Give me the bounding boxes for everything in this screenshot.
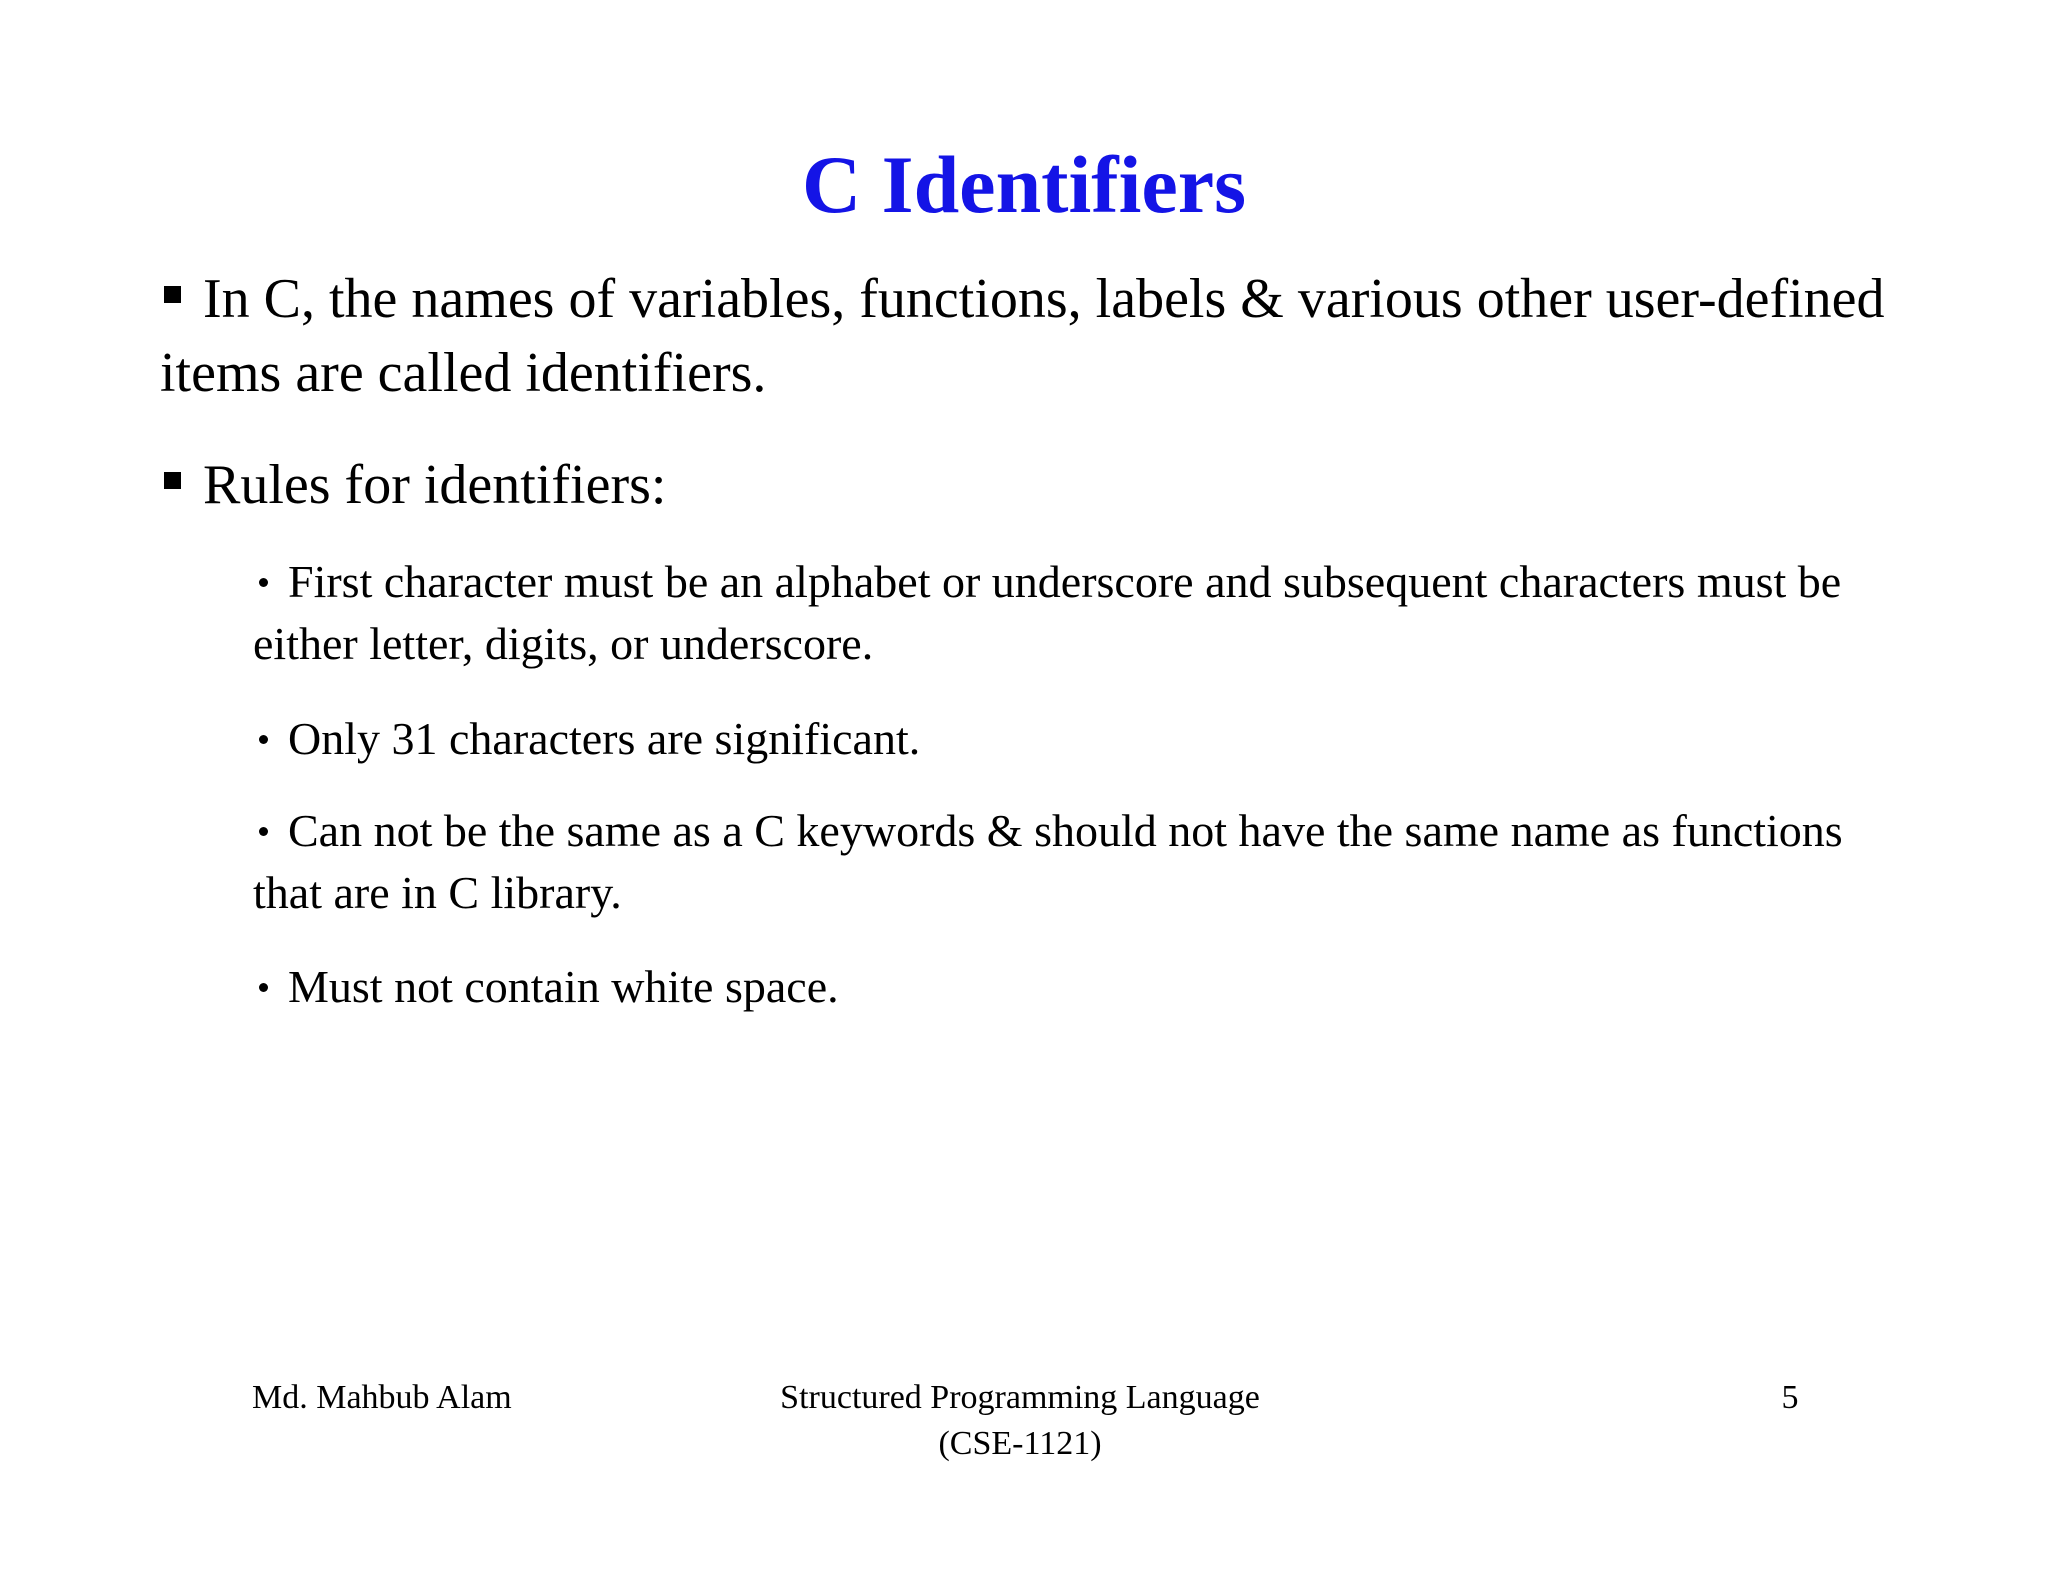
sub-bullet-keywords <box>253 800 1893 924</box>
bullet-text: In C, the names of variables, functions, labels & various other user-defined items are called identifiers. <box>160 268 1885 404</box>
sub-bullet-white-space <box>253 956 1893 1018</box>
slide-title: C Identifiers <box>801 139 1247 230</box>
footer-course-name: Structured Programming Language <box>780 1379 1260 1416</box>
square-bullet-icon <box>164 286 181 303</box>
footer-course <box>740 1375 1300 1467</box>
sub-bullet-first-character <box>253 551 1893 675</box>
sub-bullet-significant-characters <box>253 708 1893 770</box>
bullet-text: Rules for identifiers: <box>203 454 667 516</box>
dot-bullet-icon <box>259 735 268 744</box>
dot-bullet-icon <box>259 983 268 992</box>
square-bullet-icon <box>164 472 181 489</box>
footer-course-code: (CSE-1121) <box>938 1425 1102 1462</box>
bullet-identifiers-definition <box>160 262 1920 410</box>
footer-author: Md. Mahbub Alam <box>252 1379 512 1416</box>
page-number: 5 <box>1781 1379 1799 1416</box>
dot-bullet-icon <box>259 578 268 587</box>
dot-bullet-icon <box>259 827 268 836</box>
sub-bullet-text: Must not contain white space. <box>288 961 839 1012</box>
sub-bullet-text: Can not be the same as a C keywords & should not have the same name as functions that are in C library. <box>253 805 1843 918</box>
sub-bullet-text: Only 31 characters are significant. <box>288 713 921 764</box>
bullet-rules-heading <box>160 448 1920 522</box>
sub-bullet-text: First character must be an alphabet or underscore and subsequent characters must be either letter, digits, or underscore. <box>253 556 1842 669</box>
